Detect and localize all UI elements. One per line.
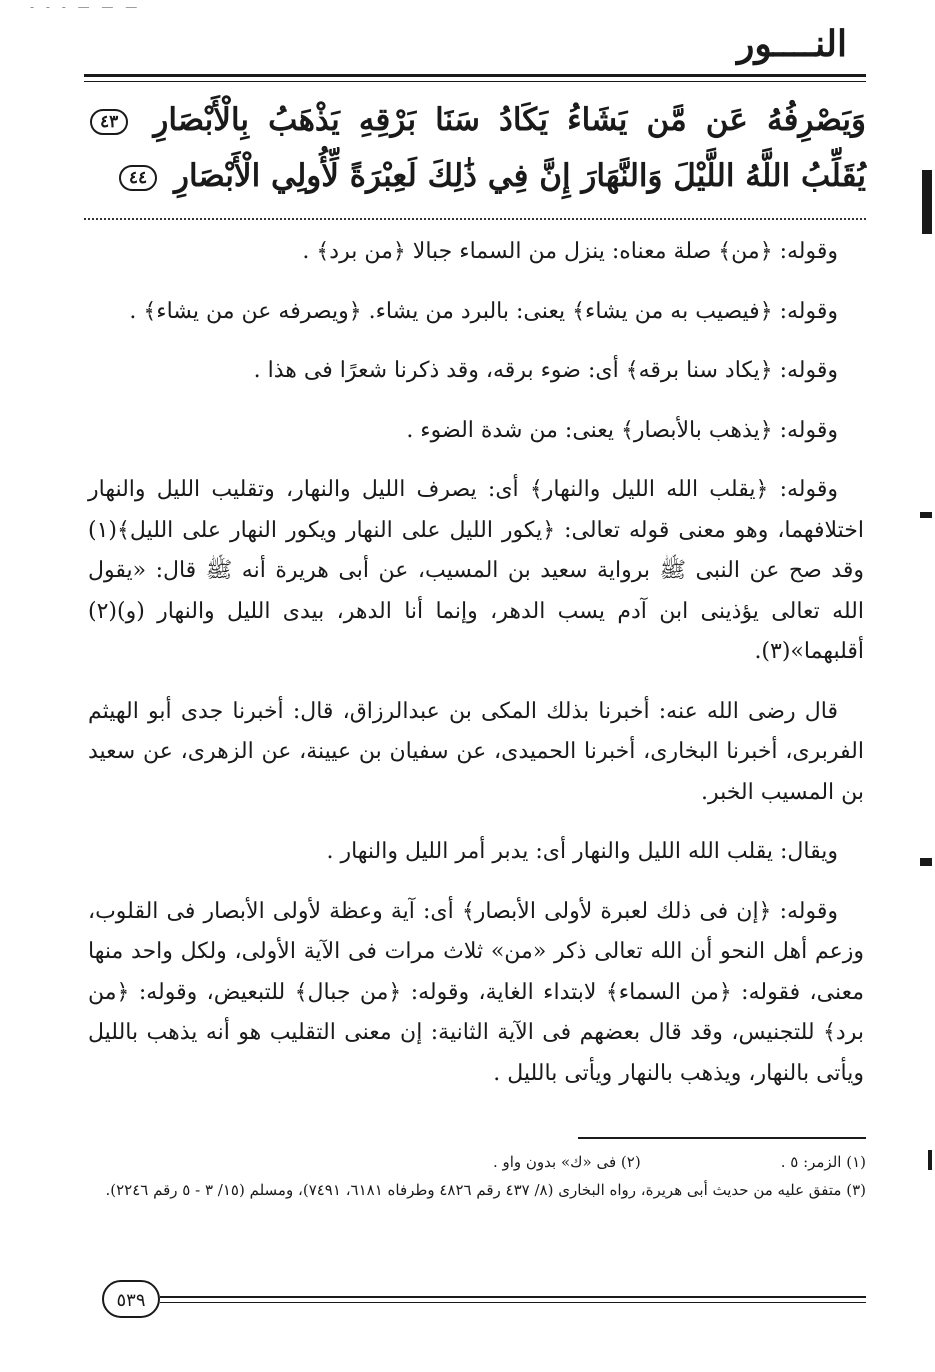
verse-44-start: يُقَلِّبُ اللَّهُ اللَّيْلَ (673, 158, 866, 194)
commentary-body (88, 232, 864, 1113)
verse-43-text: وَيَصْرِفُهُ عَن مَّن يَشَاءُ يَكَادُ سَنَا بَرْقِهِ يَذْهَبُ بِالْأَبْصَارِ (153, 102, 866, 138)
edge-tick-top (922, 170, 932, 234)
edge-tick-lower (920, 858, 932, 866)
page-number: ٥٣٩ (102, 1280, 160, 1318)
footnotes (100, 1148, 866, 1204)
verse-separator (84, 218, 866, 220)
corner-mark: - - - — — — (30, 0, 142, 14)
quran-verses (84, 92, 866, 204)
ayah-number-44: ٤٤ (119, 165, 157, 191)
footnote-2: (٢) فى «ك» بدون واو . (492, 1153, 641, 1171)
edge-tick-mid (920, 512, 932, 518)
footnote-3: (٣) متفق عليه من حديث أبى هريرة، رواه البخارى (٨/ ٤٣٧ رقم ٤٨٢٦ وطرفاه ٦١٨١، ٧٤٩١)، ومسلم (١٥/ ٣ - ٥ رقم ٢٢٤٦). (105, 1181, 866, 1199)
paragraph-3: وقوله: ﴿يكاد سنا برقه﴾ أى: ضوء برقه، وقد ذكرنا شعرًا فى هذا . (253, 358, 838, 383)
verse-44-text: وَالنَّهَارَ إِنَّ فِي ذَٰلِكَ لَعِبْرَةً لِّأُولِي الْأَبْصَارِ (173, 158, 663, 194)
surah-title: النــــور (736, 23, 847, 65)
header-rule (84, 74, 866, 77)
footnote-separator (578, 1137, 866, 1139)
ayah-number-43: ٤٣ (90, 109, 128, 135)
footer-rule (160, 1296, 866, 1298)
footnote-1: (١) الزمر: ٥ . (780, 1153, 866, 1171)
footer-rule-thin (160, 1302, 866, 1303)
paragraph-1: وقوله: ﴿من﴾ صلة معناه: ينزل من السماء جبالا ﴿من برد﴾ . (302, 239, 838, 264)
paragraph-2: وقوله: ﴿فيصيب به من يشاء﴾ يعنى: بالبرد من يشاء. ﴿ويصرفه عن من يشاء﴾ . (129, 298, 838, 324)
edge-tick-bottom (928, 1150, 932, 1170)
header-rule-thin (84, 81, 866, 82)
paragraph-8: وقوله: ﴿إن فى ذلك لعبرة لأولى الأبصار﴾ أى: آية وعظة لأولى الأبصار فى القلوب، وزعم أهل النحو أن الله تعالى ذكر «من» ثلاث مرات فى الآية الأولى، ولكل واحد منها معنى، فقوله: ﴿من السماء﴾ لابتداء الغاية، وقوله: ﴿من جبال﴾ للتبعيض، وقوله: ﴿من برد﴾ للتجنيس، وقد قال بعضهم فى الآية الثانية: إن معنى التقليب هو أنه يذهب بالليل ويأتى بالنهار، ويذهب بالنهار ويأتى بالليل . (88, 898, 864, 1086)
paragraph-4: وقوله: ﴿يذهب بالأبصار﴾ يعنى: من شدة الضوء . (406, 417, 838, 443)
paragraph-5: وقوله: ﴿يقلب الله الليل والنهار﴾ أى: يصرف الليل والنهار، وتقليب الليل والنهار اختلافهما، وهو معنى قوله تعالى: ﴿يكور الليل على النهار ويكور النهار على الليل﴾(١) وقد صح عن النبى ﷺ برواية سعيد بن المسيب، عن أبى هريرة أنه ﷺ قال: «يقول الله تعالى يؤذينى ابن آدم يسب الدهر، وإنما أنا الدهر، بيدى الليل والنهار (و)(٢) أقلبهما»(٣). (88, 477, 864, 664)
paragraph-6: قال رضى الله عنه: أخبرنا بذلك المكى بن عبدالرزاق، قال: أخبرنا جدى أبو الهيثم الفربرى، أخبرنا البخارى، أخبرنا الحميدى، عن سفيان بن عيينة، عن الزهرى، عن سعيد بن المسيب الخبر. (88, 698, 864, 805)
paragraph-7: ويقال: يقلب الله الليل والنهار أى: يدبر أمر الليل والنهار . (326, 839, 838, 864)
